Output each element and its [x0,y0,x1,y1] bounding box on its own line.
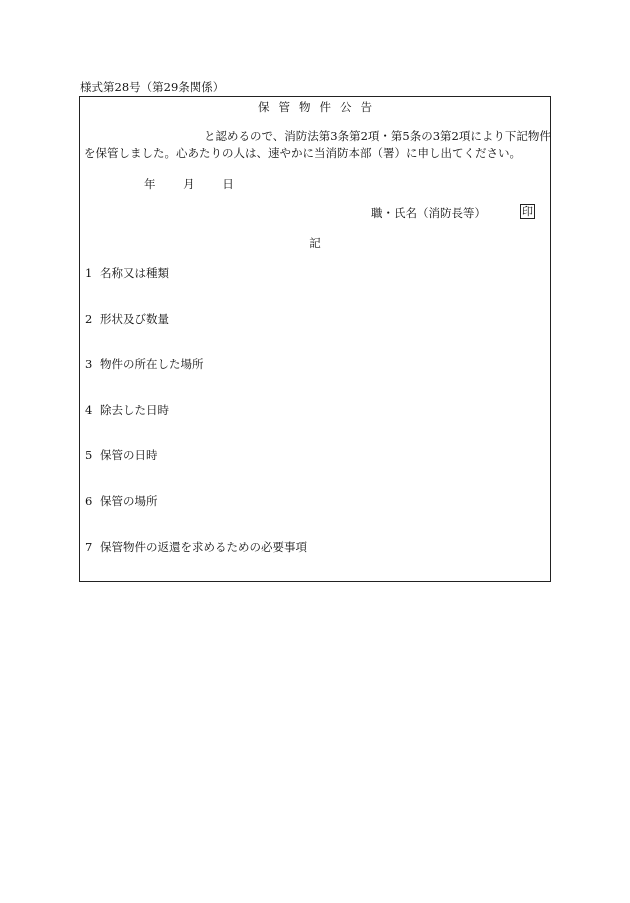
list-item-number: 5 [85,448,93,462]
list-item-removal-datetime [85,402,169,418]
form-number: 様式第28号（第29条関係） [80,80,225,94]
list-item-label: 保管物件の返還を求めるための必要事項 [100,540,307,554]
list-item-shape-and-quantity [85,311,169,327]
date-day-label: 日 [222,177,234,191]
list-item-storage-datetime [85,447,158,463]
list-item-number: 4 [85,403,93,417]
signer-label: 職・氏名（消防長等） [371,206,486,220]
list-item-label: 物件の所在した場所 [100,357,204,371]
list-item-label: 保管の場所 [100,494,158,508]
date-year-label: 年 [144,177,156,191]
list-item-number: 1 [85,266,93,280]
notice-text-line-1: と認めるので、消防法第3条第2項・第5条の3第2項により下記物件 [204,129,551,143]
seal-mark: 印 [522,205,533,218]
list-item-number: 3 [85,357,93,371]
form-title: 保管物件公告 [258,100,381,114]
list-item-number: 2 [85,312,93,326]
list-item-label: 除去した日時 [100,403,169,417]
list-item-number: 6 [85,494,93,508]
list-item-name-or-type [85,265,169,281]
list-item-label: 形状及び数量 [100,312,169,326]
list-item-label: 保管の日時 [100,448,158,462]
list-item-location [85,356,204,372]
notice-form-frame [79,96,551,582]
date-month-label: 月 [183,177,195,191]
ki-heading: 記 [309,236,321,250]
notice-text-line-2: を保管しました。心あたりの人は、速やかに当消防本部（署）に申し出てください。 [84,146,521,160]
list-item-storage-location [85,493,158,509]
date-row [144,176,234,192]
list-item-label: 名称又は種類 [100,266,169,280]
list-item-return-requirements [85,539,307,555]
list-item-number: 7 [85,540,93,554]
